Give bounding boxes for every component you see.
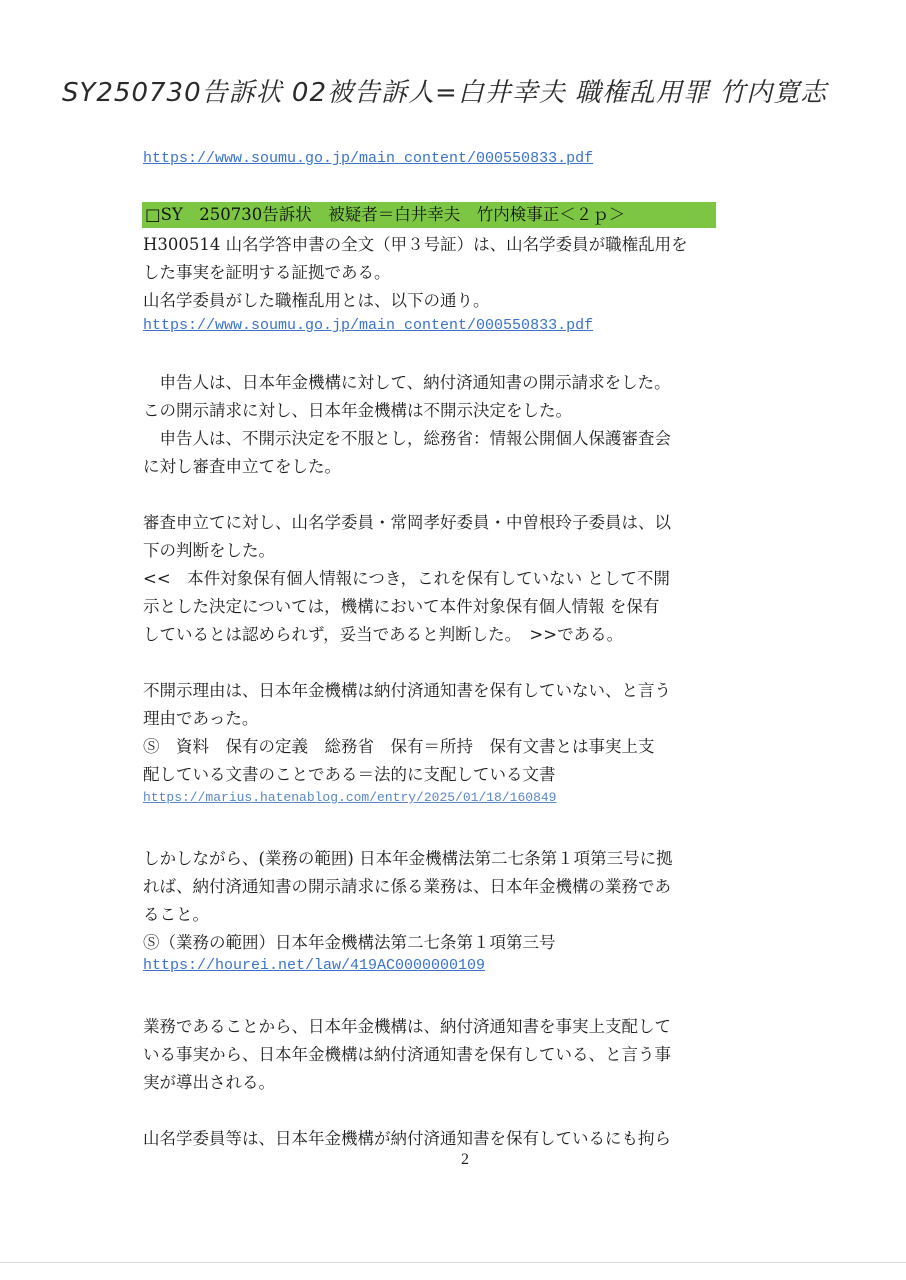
- body-line: 申告人は、日本年金機構に対して、納付済通知書の開示請求をした。: [143, 373, 671, 392]
- body-line: しかしながら、(業務の範囲) 日本年金機構法第二七条第１項第三号に拠: [143, 849, 673, 868]
- page-number: 2: [461, 1151, 469, 1168]
- body-line: 示とした決定については，機構において本件対象保有個人情報 を保有: [143, 597, 660, 616]
- body-line: << 本件対象保有個人情報につき，これを保有していない として不開: [143, 569, 670, 588]
- link-soumu-mid[interactable]: https://www.soumu.go.jp/main_content/000550833.pdf: [143, 317, 594, 334]
- body-line: Ⓢ 資料 保有の定義 総務省 保有＝所持 保有文書とは事実上支: [143, 737, 655, 756]
- scan-edge-divider: [0, 1262, 906, 1263]
- link-hatena[interactable]: https://marius.hatenablog.com/entry/2025/01/18/160849: [143, 790, 557, 805]
- body-line: した事実を証明する証拠である。: [143, 263, 391, 282]
- body-line: 山名学委員等は、日本年金機構が納付済通知書を保有しているにも拘ら: [143, 1129, 671, 1148]
- body-line: 山名学委員がした職権乱用とは、以下の通り。: [143, 291, 490, 310]
- body-line: Ⓢ（業務の範囲）日本年金機構法第二七条第１項第三号: [143, 933, 556, 952]
- body-line: いる事実から、日本年金機構は納付済通知書を保有している、と言う事: [143, 1045, 671, 1064]
- body-line: 実が導出される。: [143, 1073, 275, 1092]
- body-line: 審査申立てに対し、山名学委員・常岡孝好委員・中曽根玲子委員は、以: [143, 513, 671, 532]
- body-line: 申告人は、不開示決定を不服とし，総務省：情報公開個人保護審査会: [143, 429, 671, 448]
- link-hourei[interactable]: https://hourei.net/law/419AC0000000109: [143, 957, 486, 974]
- body-line: この開示請求に対し、日本年金機構は不開示決定をした。: [143, 401, 572, 420]
- body-line: 不開示理由は、日本年金機構は納付済通知書を保有していない、と言う: [143, 681, 671, 700]
- handwritten-header: SY250730告訴状 02被告訴人=白井幸夫 職権乱用罪 竹内寛志: [62, 78, 828, 108]
- body-line: 理由であった。: [143, 709, 259, 728]
- body-line: 配している文書のことである＝法的に支配している文書: [143, 765, 556, 784]
- section-heading: □SY 250730告訴状 被疑者＝白井幸夫 竹内検事正＜２ｐ＞: [145, 205, 626, 224]
- body-line: れば、納付済通知書の開示請求に係る業務は、日本年金機構の業務であ: [143, 877, 671, 896]
- body-line: 業務であることから、日本年金機構は、納付済通知書を事実上支配して: [143, 1017, 671, 1036]
- body-line: ること。: [143, 905, 209, 924]
- body-line: H300514 山名学答申書の全文（甲３号証）は、山名学委員が職権乱用を: [143, 235, 688, 254]
- link-soumu-top[interactable]: https://www.soumu.go.jp/main_content/000550833.pdf: [143, 150, 594, 167]
- body-line: に対し審査申立てをした。: [143, 457, 341, 476]
- body-line: しているとは認められず，妥当であると判断した。 >>である。: [143, 625, 624, 644]
- body-line: 下の判断をした。: [143, 541, 275, 560]
